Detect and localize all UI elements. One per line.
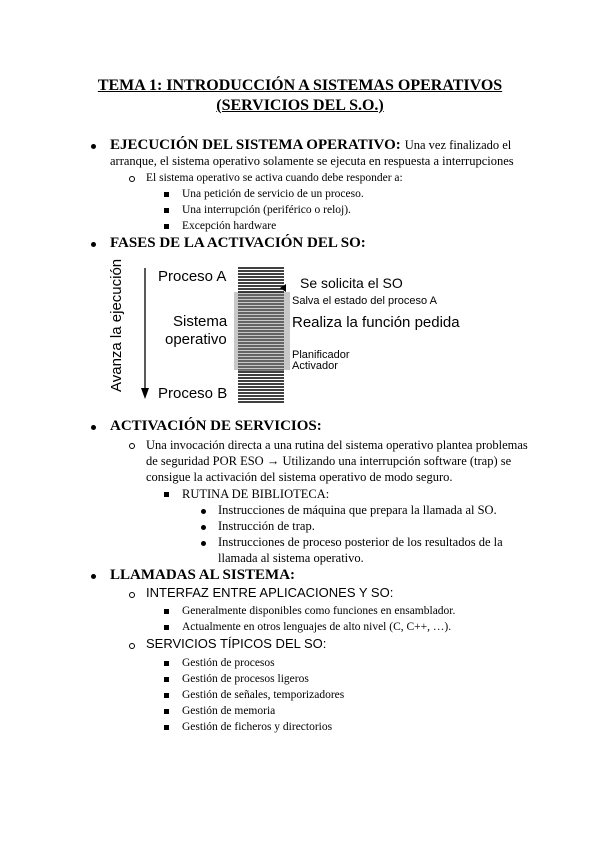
sub-heading: INTERFAZ ENTRE APLICACIONES Y SO: bbox=[146, 585, 394, 600]
square-bullet-icon bbox=[164, 192, 169, 197]
square-bullet-icon bbox=[164, 625, 169, 630]
hollow-bullet-icon bbox=[129, 643, 135, 649]
sub-heading: RUTINA DE BIBLIOTECA: bbox=[182, 487, 330, 501]
bullet-icon bbox=[91, 144, 96, 149]
sub-heading: SERVICIOS TÍPICOS DEL SO: bbox=[146, 636, 327, 651]
section-heading: LLAMADAS AL SISTEMA: bbox=[110, 567, 296, 583]
square-bullet-icon bbox=[164, 693, 169, 698]
square-bullet-icon bbox=[164, 224, 169, 229]
section-heading: ACTIVACIÓN DE SERVICIOS: bbox=[110, 418, 322, 434]
bullet-icon bbox=[91, 425, 96, 430]
list-item: Gestión de ficheros y directorios bbox=[182, 721, 333, 733]
list-item: Gestión de señales, temporizadores bbox=[182, 689, 345, 701]
bullet-icon bbox=[201, 525, 206, 530]
section-ejecucion bbox=[110, 137, 511, 153]
page-title: TEMA 1: INTRODUCCIÓN A SISTEMAS OPERATIVOS bbox=[97, 77, 503, 94]
list-item: Gestión de procesos ligeros bbox=[182, 673, 309, 685]
list-item: Generalmente disponibles como funciones en ensamblador. bbox=[182, 605, 456, 617]
list-item: Gestión de memoria bbox=[182, 705, 276, 717]
section-text: de seguridad POR ESO → Utilizando una interrupción software (trap) se bbox=[146, 454, 512, 468]
hollow-bullet-icon bbox=[129, 592, 135, 598]
list-item: Una interrupción (periférico o reloj). bbox=[182, 204, 351, 216]
axis-label: Avanza la ejecución bbox=[108, 258, 125, 392]
square-bullet-icon bbox=[164, 709, 169, 714]
list-item-continuation: llamada al sistema operativo. bbox=[218, 551, 364, 565]
label-solicita: Se solicita el SO bbox=[300, 275, 403, 291]
label-sistema: Sistema bbox=[173, 313, 228, 330]
bullet-icon bbox=[201, 541, 206, 546]
section-heading: FASES DE LA ACTIVACIÓN DEL SO: bbox=[110, 235, 366, 251]
list-item: Instrucciones de máquina que prepara la llamada al SO. bbox=[218, 503, 497, 517]
hollow-bullet-icon bbox=[129, 443, 135, 449]
section-text: Una vez finalizado el bbox=[404, 138, 512, 152]
square-bullet-icon bbox=[164, 492, 169, 497]
list-item: Instrucción de trap. bbox=[218, 519, 315, 533]
label-realiza: Realiza la función pedida bbox=[292, 314, 460, 331]
bullet-icon bbox=[201, 509, 206, 514]
label-activador: Activador bbox=[292, 360, 338, 372]
label-operativo: operativo bbox=[165, 331, 227, 348]
label-salva: Salva el estado del proceso A bbox=[292, 295, 437, 307]
label-planificador: Planificador bbox=[292, 349, 350, 361]
bullet-icon bbox=[91, 242, 96, 247]
square-bullet-icon bbox=[164, 677, 169, 682]
section-text: Una invocación directa a una rutina del sistema operativo plantea problemas bbox=[146, 438, 528, 452]
square-bullet-icon bbox=[164, 725, 169, 730]
square-bullet-icon bbox=[164, 661, 169, 666]
section-text: consigue la activación del sistema operativo de modo seguro. bbox=[146, 470, 453, 484]
square-bullet-icon bbox=[164, 208, 169, 213]
page-subtitle: (SERVICIOS DEL S.O.) bbox=[216, 97, 384, 114]
list-item: Una petición de servicio de un proceso. bbox=[182, 188, 364, 200]
label-proceso-a: Proceso A bbox=[158, 268, 227, 285]
axis-arrow-head bbox=[141, 388, 149, 399]
list-item: Gestión de procesos bbox=[182, 657, 275, 669]
section-text: arranque, el sistema operativo solamente se ejecuta en respuesta a interrupciones bbox=[110, 154, 514, 168]
list-item: Excepción hardware bbox=[182, 220, 277, 232]
list-item: Instrucciones de proceso posterior de los resultados de la bbox=[218, 535, 503, 549]
sub-item: El sistema operativo se activa cuando debe responder a: bbox=[146, 172, 403, 184]
label-proceso-b: Proceso B bbox=[158, 385, 228, 402]
square-bullet-icon bbox=[164, 609, 169, 614]
section-heading: EJECUCIÓN DEL SISTEMA OPERATIVO: bbox=[110, 137, 401, 153]
bullet-icon bbox=[91, 574, 96, 579]
list-item: Actualmente en otros lenguajes de alto nivel (C, C++, …). bbox=[182, 621, 452, 633]
hollow-bullet-icon bbox=[129, 176, 135, 182]
